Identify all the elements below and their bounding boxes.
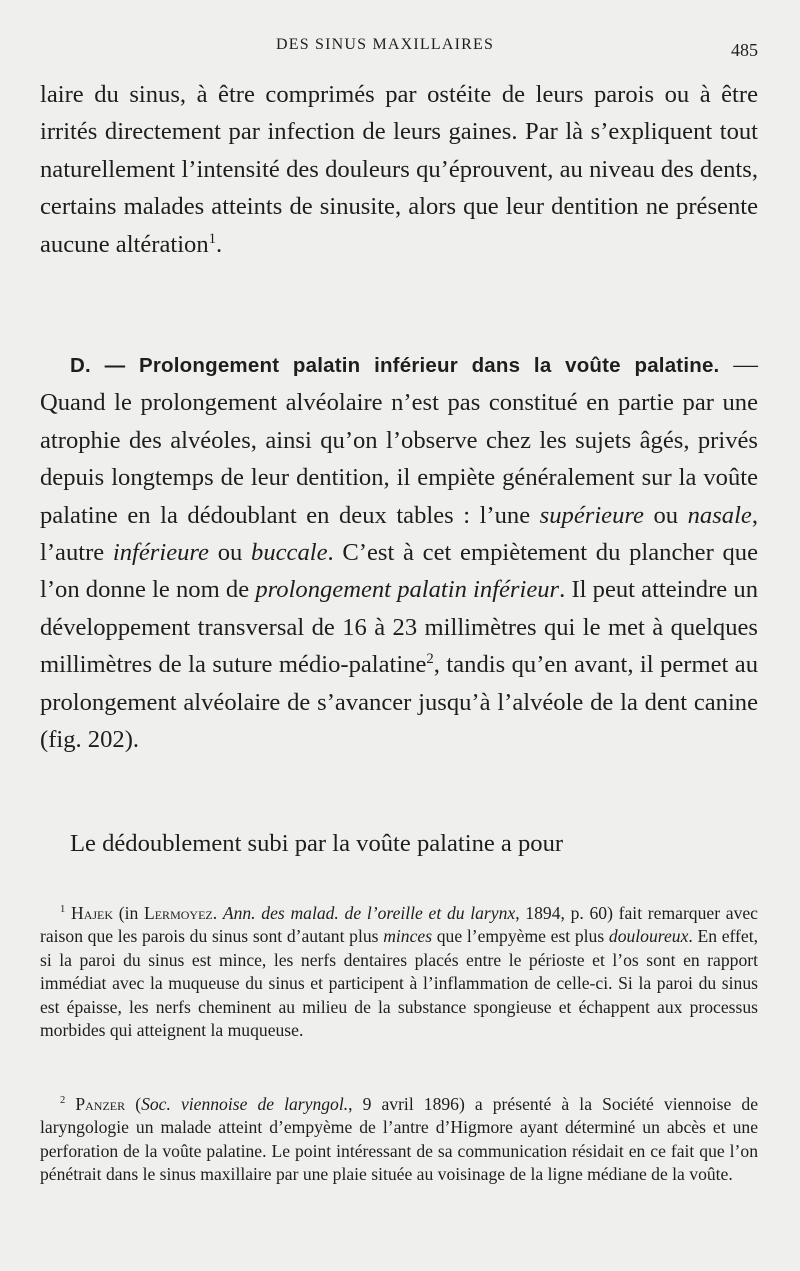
footnote-2-author: Panzer bbox=[75, 1094, 126, 1114]
page-number: 485 bbox=[731, 40, 758, 60]
section-d-title: Prolongement palatin inférieur dans la voûte palatine. bbox=[139, 354, 720, 377]
footnote-1-author2: Lermoyez bbox=[143, 903, 213, 923]
footnote-2-source: Soc. viennoise de laryngol. bbox=[141, 1094, 349, 1114]
term-inferieure: inférieure bbox=[112, 539, 209, 567]
paragraph-continuation bbox=[40, 76, 758, 263]
paragraph-1 bbox=[40, 76, 758, 263]
footnote-1-author: Hajek bbox=[70, 903, 114, 923]
section-d-label: D. — bbox=[70, 354, 139, 377]
term-prolongement-palatin: prolongement palatin inférieur bbox=[255, 576, 560, 604]
running-head bbox=[0, 36, 800, 60]
footnote-1-t3: , 1894, p. 60) fait remarquer avec raison que les parois du sinus sont d’autant plus bbox=[40, 903, 758, 947]
footnote-1-t1: (in bbox=[113, 903, 144, 923]
section-d-text-4: ou bbox=[208, 539, 252, 567]
term-nasale: nasale bbox=[687, 501, 752, 529]
footnote-1-t4: que l’empyème est plus bbox=[432, 926, 609, 947]
section-d-paragraph bbox=[40, 346, 758, 758]
section-d-text-3: , l’autre bbox=[40, 501, 758, 567]
footnote-1-term-douloureux: douloureux bbox=[608, 926, 689, 947]
section-d-text-2: ou bbox=[643, 501, 688, 529]
footnote-1-term-minces: minces bbox=[383, 926, 433, 947]
paragraph-1-text: laire du sinus, à être comprimés par ostéite de leurs parois ou à être irrités directement par infection de leurs gaines. Par là s’expliquent tout naturellement l’intensité des douleurs qu’éprouvent, au niveau des dents, certains malades atteints de sinusite, alors que leur dentition ne présente aucune altération bbox=[40, 81, 758, 258]
section-d bbox=[40, 346, 758, 758]
section-d-text-7: , tandis qu’en avant, il permet au prolongement alvéolaire de s’avancer jusqu’à l’alvéole de la dent canine (fig. 202). bbox=[40, 651, 758, 754]
section-d-text-1: — Quand le prolongement alvéolaire n’est pas constitué en partie par une atrophie des alvéoles, ainsi qu’on l’observe chez les sujets âgés, privés depuis longtemps de leur dentition, il empiète généralement sur la voûte palatine en la dédoublant en deux tables : l’une bbox=[40, 351, 758, 529]
footnote-1-source: Ann. des malad. de l’oreille et du larynx bbox=[222, 903, 516, 923]
note-reference-2: 2 bbox=[426, 651, 434, 668]
footnote-1-text bbox=[40, 902, 758, 1042]
paragraph-3: Le dédoublement subi par la voûte palatine a pour bbox=[70, 830, 564, 857]
section-d-text-5: . C’est à cet empiètement du plancher que l’on donne le nom de bbox=[40, 539, 759, 604]
footnote-2-text bbox=[40, 1093, 758, 1187]
running-title: DES SINUS MAXILLAIRES bbox=[276, 36, 495, 53]
footnote-1-marker: 1 bbox=[60, 904, 66, 916]
term-superieure: supérieure bbox=[539, 501, 644, 529]
footnote-1-t2: . bbox=[212, 903, 223, 923]
footnote-2 bbox=[40, 1093, 758, 1187]
note-reference-1: 1 bbox=[208, 230, 217, 247]
paragraph-1-end: . bbox=[216, 230, 223, 258]
footnote-2-marker: 2 bbox=[60, 1095, 66, 1107]
footnote-2-t1: ( bbox=[125, 1094, 142, 1114]
footnote-1-t5: . En effet, si la paroi du sinus est mince, les nerfs dentaires placés entre le périoste et l’os sont en rapport immédiat avec la muqueuse du sinus et participent à l’inflammation de celle-ci. Si la paroi du sinus est épaisse, les nerfs cheminent au milieu de la substance spongieuse et échappent aux processus morbides qui atteignent la muqueuse. bbox=[40, 926, 758, 1041]
paragraph-next bbox=[40, 825, 758, 862]
footnote-2-t2: , 9 avril 1896) a présenté à la Société viennoise de laryngologie un malade atteint d’empyème de l’antre d’Higmore ayant déterminé un abcès et une perforation de la voûte palatine. Le point intéressant de sa communication résidait en ce fait que l’on pénétrait dans le sinus maxillaire par une plaie située au voisinage de la ligne médiane de la voûte. bbox=[40, 1094, 759, 1185]
term-buccale: buccale bbox=[251, 539, 328, 567]
footnote-1 bbox=[40, 902, 758, 1042]
section-d-text-6: . Il peut atteindre un développement transversal de 16 à 23 millimètres qui le met à quelques millimètres de la suture médio-palatine bbox=[40, 576, 758, 679]
